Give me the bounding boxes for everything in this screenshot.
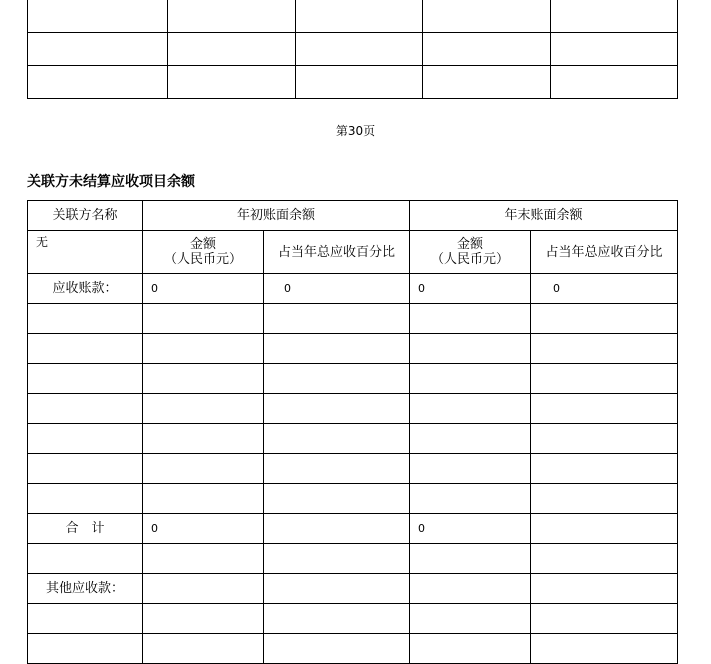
total-end-amount: 0 <box>410 514 531 544</box>
table-row <box>28 604 678 634</box>
begin-amount-header <box>143 231 264 274</box>
previous-page-table <box>27 0 678 99</box>
end-pct-value: 0 <box>531 274 678 304</box>
table-row <box>28 304 678 334</box>
amount-unit: （人民币元） <box>431 252 510 267</box>
table-row-other-receivables <box>28 574 678 604</box>
end-amount-value: 0 <box>410 274 531 304</box>
table-row-total <box>28 514 678 544</box>
col-header-begin-balance: 年初账面余额 <box>143 201 410 231</box>
total-label: 合 计 <box>28 514 143 544</box>
table-row <box>28 33 678 66</box>
other-receivables-label: 其他应收款： <box>28 574 143 604</box>
amount-label: 金额 <box>189 237 216 252</box>
table-row <box>28 364 678 394</box>
begin-pct-value: 0 <box>264 274 410 304</box>
col-header-end-balance: 年末账面余额 <box>410 201 678 231</box>
table-row <box>28 484 678 514</box>
begin-pct-header: 占当年总应收百分比 <box>264 231 410 274</box>
col-header-name: 关联方名称 <box>28 201 143 231</box>
related-party-receivables-table <box>27 200 678 664</box>
table-row <box>28 0 678 33</box>
table-row <box>28 334 678 364</box>
end-amount-header <box>410 231 531 274</box>
header-row <box>28 201 678 231</box>
total-begin-amount: 0 <box>143 514 264 544</box>
amount-label: 金额 <box>457 237 484 252</box>
page-number: 第30页 <box>335 124 376 138</box>
section-title: 关联方未结算应收项目余额 <box>27 174 195 190</box>
table-row <box>28 424 678 454</box>
table-row-receivables <box>28 274 678 304</box>
none-cell: 无 <box>28 231 143 274</box>
table-row <box>28 454 678 484</box>
subheader-row <box>28 231 678 274</box>
begin-amount-value: 0 <box>143 274 264 304</box>
table-row <box>28 394 678 424</box>
table-row <box>28 66 678 99</box>
table-row <box>28 544 678 574</box>
receivables-label: 应收账款： <box>28 274 143 304</box>
table-row <box>28 634 678 664</box>
end-pct-header: 占当年总应收百分比 <box>531 231 678 274</box>
amount-unit: （人民币元） <box>163 252 242 267</box>
